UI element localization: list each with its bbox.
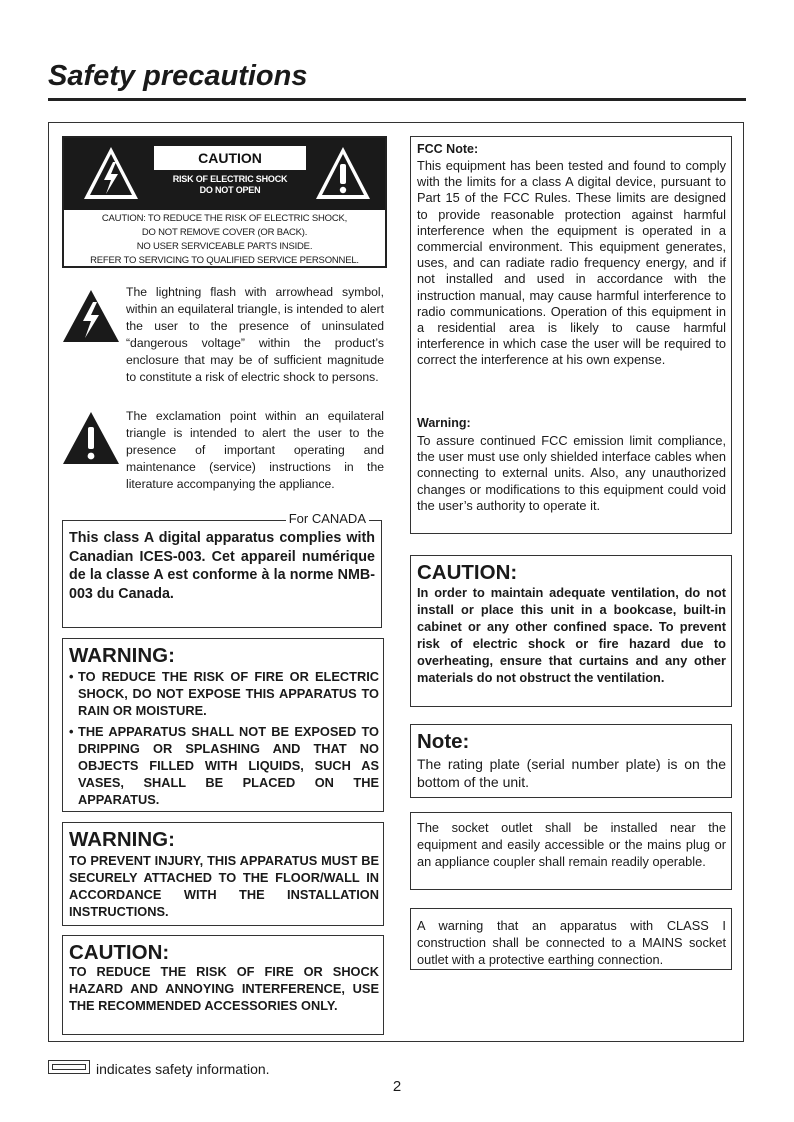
note-heading: Note: <box>417 730 470 753</box>
note-text: The rating plate (serial number plate) is on the bottom of the unit. <box>417 756 726 790</box>
fcc-heading: FCC Note: <box>417 142 479 156</box>
fcc-warning-heading: Warning: <box>417 416 471 430</box>
caution-accessories-text: TO REDUCE THE RISK OF FIRE OR SHOCK HAZARD AND ANNOYING INTERFERENCE, USE THE RECOMMENDED ACCESSORIES ONLY. <box>69 964 379 1013</box>
socket-box <box>410 812 732 890</box>
fcc-text: This equipment has been tested and found to comply with the limits for a class A digital device, pursuant to Part 15 of the FCC Rules. These limits are designed to provide reasonable protection against harmful interference when the equipment is operated in a commercial environment. This equipment generates, uses, and can radiate radio frequency energy, and if not installed and used in accordance with the instruction manual, may cause harmful interference to radio communications. Operation of this equipment in a residential area is likely to cause harmful interference in which case the user will be required to correct the interference at his own expense. <box>417 158 726 368</box>
warning-list <box>69 668 379 808</box>
canada-tag: For CANADA <box>286 511 369 526</box>
warning-item: • THE APPARATUS SHALL NOT BE EXPOSED TO DRIPPING OR SPLASHING AND THAT NO OBJECTS FILLED WITH LIQUIDS, SUCH AS VASES, SHALL BE PLACED ON THE APPARATUS. <box>69 723 379 808</box>
warning-injury-box <box>62 822 384 926</box>
warning-rain-box <box>62 638 384 812</box>
lightning-warning-icon <box>82 144 140 202</box>
canada-box <box>62 511 382 628</box>
socket-text: The socket outlet shall be installed near the equipment and easily accessible or the mains plug or an appliance coupler shall remain readily operable. <box>417 820 726 869</box>
caution-ventilation-box <box>410 555 732 707</box>
page-title: Safety precautions <box>48 60 308 92</box>
exclamation-warning-icon <box>314 144 372 202</box>
caution-line: NO USER SERVICEABLE PARTS INSIDE. <box>136 241 313 252</box>
canada-text: This class A digital apparatus complies with Canadian ICES-003. Cet appareil numérique de la classe A est conforme à la norme NMB-003 du Canada. <box>69 530 375 602</box>
note-box <box>410 724 732 798</box>
exclamation-explanation <box>62 408 384 498</box>
title-rule <box>48 98 746 101</box>
lightning-triangle-icon <box>62 288 120 344</box>
caution-lines <box>64 212 385 268</box>
class-one-text: A warning that an apparatus with CLASS I construction shall be connected to a MAINS socket outlet with a protective earthing connection. <box>417 918 726 967</box>
exclamation-text: The exclamation point within an equilateral triangle is intended to alert the user to the presence of important operating and maintenance (service) instructions in the literature accompanying the appliance. <box>126 409 384 491</box>
caution-risk-line1: RISK OF ELECTRIC SHOCK <box>172 174 288 184</box>
caution-band <box>64 138 385 210</box>
fcc-warning-text: To assure continued FCC emission limit compliance, the user must use only shielded interface cables when connecting to external units. Also, any unauthorized changes or modifications to this equipment could void the user’s authority to operate it. <box>417 433 726 513</box>
warning-injury-text: TO PREVENT INJURY, THIS APPARATUS MUST BE SECURELY ATTACHED TO THE FLOOR/WALL IN ACCORDANCE WITH THE INSTALLATION INSTRUCTIONS. <box>69 853 379 919</box>
caution-risk-line2: DO NOT OPEN <box>199 185 261 195</box>
caution-heading: CAUTION: <box>417 561 518 584</box>
fcc-note-box <box>410 136 732 534</box>
legend-text: indicates safety information. <box>96 1061 270 1077</box>
caution-line: DO NOT REMOVE COVER (OR BACK). <box>141 227 308 238</box>
caution-heading: CAUTION: <box>69 941 170 964</box>
caution-word: CAUTION <box>154 146 306 170</box>
caution-accessories-box <box>62 935 384 1035</box>
caution-label <box>62 136 387 268</box>
class-one-box <box>410 908 732 970</box>
lightning-text: The lightning flash with arrowhead symbol, within an equilateral triangle, is intended to alert the user to the presence of uninsulated “dangerous voltage” within the product’s enclosure that may be of sufficient magnitude to constitute a risk of electric shock to persons. <box>126 285 384 384</box>
exclamation-triangle-icon <box>62 410 120 466</box>
caution-box <box>154 146 306 200</box>
warning-item: • TO REDUCE THE RISK OF FIRE OR ELECTRIC SHOCK, DO NOT EXPOSE THIS APPARATUS TO RAIN OR MOISTURE. <box>69 668 379 719</box>
warning-heading: WARNING: <box>69 828 175 851</box>
caution-line: REFER TO SERVICING TO QUALIFIED SERVICE PERSONNEL. <box>90 255 359 266</box>
safety-legend-icon <box>48 1060 90 1074</box>
caution-line: CAUTION: TO REDUCE THE RISK OF ELECTRIC SHOCK, <box>101 213 348 224</box>
page-number: 2 <box>392 1078 402 1095</box>
lightning-explanation <box>62 284 384 402</box>
warning-heading: WARNING: <box>69 644 175 667</box>
caution-ventilation-text: In order to maintain adequate ventilation, do not install or place this unit in a bookcase, built-in cabinet or any other confined space. To prevent risk of electric shock or fire hazard due to overheating, ensure that curtains and any other materials do not obstruct the ventilation. <box>417 585 726 685</box>
